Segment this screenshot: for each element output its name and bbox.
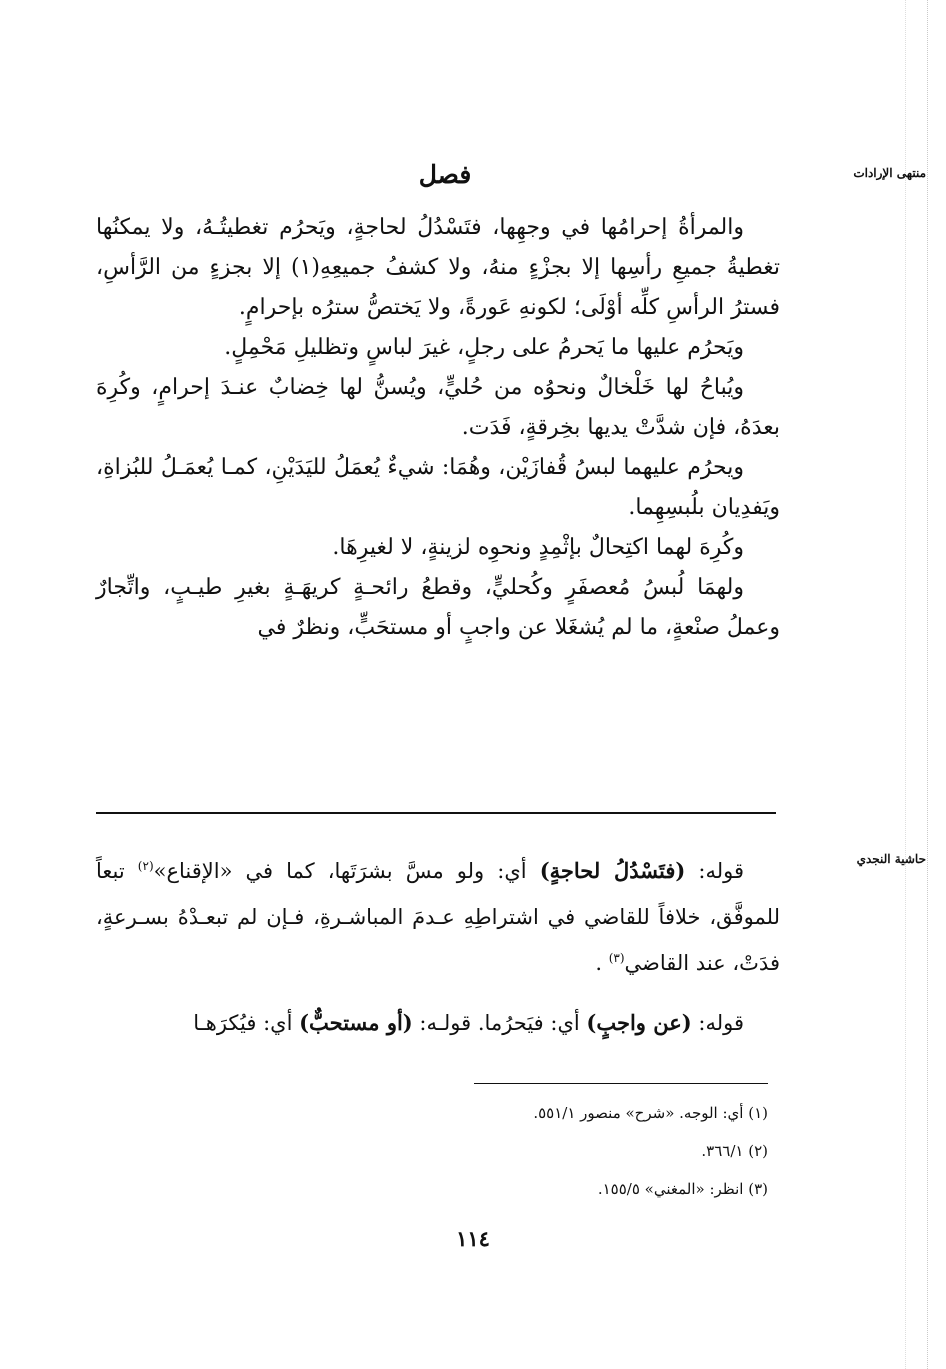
- footnote: (٢) ٣٦٦/١.: [701, 1142, 768, 1160]
- main-text-block: [96, 208, 780, 648]
- note-intro: قوله:: [685, 859, 744, 883]
- note-text: تبعاً للموفَّق، خلافاً للقاضي في اشتراطِهِ عـدمَ المباشـرةِ، فـإن لم تبعـدْهُ بسـرعةٍ، فدَتْ، عند القاضي: [96, 859, 780, 975]
- footnote-ref: (٢): [137, 859, 154, 873]
- main-paragraph: ويحرُم عليهما لبسُ قُفازَيْن، وهُمَا: شيءٌ يُعمَلُ لليَدَيْنِ، كمـا يُعمَـلُ للبُزاةِ، ويَفدِيان بلُبسِهِما.: [96, 455, 780, 520]
- note-lemma: (أو مستحبٌّ): [299, 1010, 413, 1035]
- main-paragraph: ولهمَا لُبسُ مُعصفَرٍ وكُحليٍّ، وقطعُ رائحـةٍ كريهَـةٍ بغيرِ طيـبٍ، واتِّجارٌ وعملُ صنْعةٍ، ما لم يُشغَلا عن واجبٍ أو مستحَبٍّ، ونظرٌ في: [96, 575, 780, 640]
- commentary-side-label: حاشية النجدي: [856, 852, 926, 866]
- footnote: (٣) انظر: «المغني» ١٥٥/٥.: [597, 1180, 768, 1198]
- note-text: أي: ولو مسَّ بشرَتَها، كما في «الإقناع»: [153, 859, 540, 883]
- footnote-ref: (٣): [608, 951, 625, 965]
- main-paragraph: والمرأةُ إحرامُها في وجهِها، فتَسْدُلُ لحاجةٍ، ويَحرُم تغطيتُـهُ، ولا يمكنُها تغطيةُ جميعِ رأسِها إلا بجزْءٍ منهُ، ولا كشفُ جميعِهِ(١) إلا بجزءٍ من الرَّأسِ، فسترُ الرأسِ كلِّه أوْلَى؛ لكونهِ عَورةً، ولا يَختصُّ سترُه بإحرامٍ.: [96, 215, 781, 320]
- commentary-note: [96, 1000, 780, 1046]
- footnote-rule: [474, 1083, 768, 1084]
- scan-edge-artifact: [905, 0, 906, 1369]
- section-title: فصل: [418, 160, 472, 189]
- commentary-note: [96, 848, 780, 986]
- main-paragraph: وكُرِهَ لهما اكتِحالٌ بإثْمِدٍ ونحوِه لزينةٍ، لا لغيرِهَا.: [332, 535, 744, 560]
- note-text: أي: فيُكرَهـا: [193, 1011, 300, 1035]
- footnote: (١) أي: الوجه. «شرح» منصور ٥٥١/١.: [533, 1104, 768, 1122]
- note-lemma: (عن واجبٍ): [586, 1010, 692, 1035]
- running-head-book-title: منتهى الإرادات: [853, 166, 926, 180]
- note-lemma: (فتَسْدُلُ لحاجةٍ): [539, 858, 686, 883]
- main-paragraph: ويَحرُم عليها ما يَحرمُ على رجلٍ، غيرَ لباسٍ وتظليلِ مَحْمِلٍ.: [224, 335, 744, 360]
- scan-edge-artifact: [927, 0, 928, 1369]
- note-intro: قوله:: [691, 1011, 744, 1035]
- main-paragraph: ويُباحُ لها خَلْخالٌ ونحوُه من حُليٍّ، ويُسنُّ لها خِضابٌ عنـدَ إحرامٍ، وكُرِهَ بعدَهُ، فإن شدَّتْ يديها بخِرقةٍ، فَدَت.: [96, 375, 780, 440]
- text-commentary-divider: [96, 812, 776, 814]
- note-text: .: [595, 951, 609, 975]
- footnotes-block: [300, 1094, 768, 1208]
- commentary-block: [96, 848, 780, 1046]
- note-text: أي: فيَحرُما. قولـه:: [412, 1011, 587, 1035]
- page-number: ١١٤: [456, 1226, 490, 1251]
